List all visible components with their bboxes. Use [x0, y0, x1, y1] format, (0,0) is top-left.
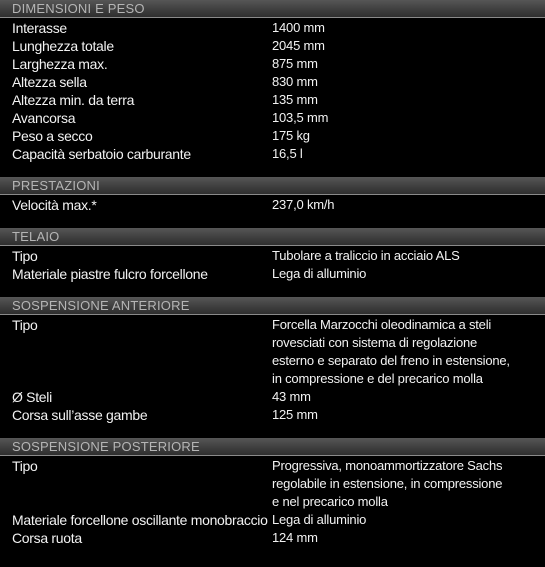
spec-value-line: 124 mm	[272, 530, 318, 545]
spec-value	[272, 247, 532, 265]
spec-rows	[0, 246, 545, 283]
spec-value-line: 1400 mm	[272, 20, 325, 35]
spec-row	[0, 247, 545, 265]
section-header: SOSPENSIONE POSTERIORE	[0, 438, 545, 456]
spec-value-line: 2045 mm	[272, 38, 325, 53]
spec-row	[0, 91, 545, 109]
spec-value-line: esterno e separato del freno in estensione,	[272, 353, 510, 368]
spec-value-line: 135 mm	[272, 92, 318, 107]
section-spacer	[0, 283, 545, 297]
spec-value-line: regolabile in estensione, in compressione	[272, 476, 503, 491]
spec-row	[0, 388, 545, 406]
spec-label: Capacità serbatoio carburante	[12, 146, 191, 162]
spec-value	[272, 19, 532, 37]
spec-label: Altezza sella	[12, 74, 87, 90]
spec-value-line: Tubolare a traliccio in acciaio ALS	[272, 248, 460, 263]
spec-row	[0, 109, 545, 127]
spec-value	[272, 388, 532, 406]
spec-rows	[0, 18, 545, 163]
spec-value-line: e nel precarico molla	[272, 494, 388, 509]
spec-label: Tipo	[12, 458, 38, 474]
spec-label: Materiale piastre fulcro forcellone	[12, 266, 208, 282]
spec-label: Avancorsa	[12, 110, 76, 126]
spec-label: Ø Steli	[12, 389, 52, 405]
spec-value	[272, 457, 532, 511]
section-header: DIMENSIONI E PESO	[0, 0, 545, 18]
spec-value-line: Progressiva, monoammortizzatore Sachs	[272, 458, 503, 473]
spec-value	[272, 406, 532, 424]
spec-value-line: 125 mm	[272, 407, 318, 422]
section-telaio	[0, 228, 545, 283]
section-dimensioni-e-peso	[0, 0, 545, 163]
spec-row	[0, 55, 545, 73]
spec-row	[0, 457, 545, 511]
spec-value	[272, 37, 532, 55]
spec-value	[272, 127, 532, 145]
spec-value-line: Lega di alluminio	[272, 266, 367, 281]
spec-value-line: 16,5 l	[272, 146, 303, 161]
section-header: SOSPENSIONE ANTERIORE	[0, 297, 545, 315]
spec-value	[272, 265, 532, 283]
spec-label: Tipo	[12, 248, 38, 264]
spec-label: Tipo	[12, 317, 38, 333]
spec-value-line: 875 mm	[272, 56, 318, 71]
section-prestazioni	[0, 177, 545, 214]
spec-value	[272, 55, 532, 73]
spec-rows	[0, 195, 545, 214]
spec-row	[0, 19, 545, 37]
spec-label: Velocità max.*	[12, 197, 97, 213]
spec-label: Larghezza max.	[12, 56, 108, 72]
section-sospensione-anteriore	[0, 297, 545, 424]
section-header: TELAIO	[0, 228, 545, 246]
spec-row	[0, 73, 545, 91]
spec-value	[272, 73, 532, 91]
spec-value	[272, 145, 532, 163]
spec-value-line: 43 mm	[272, 389, 311, 404]
spec-value-line: rovesciati con sistema di regolazione	[272, 335, 478, 350]
spec-rows	[0, 315, 545, 424]
spec-label: Corsa ruota	[12, 530, 82, 546]
spec-value	[272, 529, 532, 547]
spec-row	[0, 265, 545, 283]
spec-row	[0, 145, 545, 163]
spec-value-line: 103,5 mm	[272, 110, 329, 125]
spec-row	[0, 196, 545, 214]
spec-row	[0, 127, 545, 145]
spec-value	[272, 109, 532, 127]
section-spacer	[0, 214, 545, 228]
spec-value-line: 237,0 km/h	[272, 197, 335, 212]
spec-row	[0, 529, 545, 547]
section-spacer	[0, 424, 545, 438]
spec-label: Altezza min. da terra	[12, 92, 135, 108]
spec-label: Lunghezza totale	[12, 38, 114, 54]
spec-label: Peso a secco	[12, 128, 93, 144]
spec-value	[272, 511, 532, 529]
spec-value	[272, 196, 532, 214]
spec-value-line: Forcella Marzocchi oleodinamica a steli	[272, 317, 492, 332]
spec-row	[0, 511, 545, 529]
spec-value-line: 830 mm	[272, 74, 318, 89]
spec-label: Materiale forcellone oscillante monobraccio	[12, 512, 268, 528]
section-spacer	[0, 163, 545, 177]
spec-value	[272, 91, 532, 109]
spec-value-line: Lega di alluminio	[272, 512, 367, 527]
spec-label: Corsa sull’asse gambe	[12, 407, 148, 423]
spec-value-line: in compressione e del precarico molla	[272, 371, 483, 386]
section-sospensione-posteriore	[0, 438, 545, 547]
spec-row	[0, 406, 545, 424]
spec-row	[0, 37, 545, 55]
spec-value-line: 175 kg	[272, 128, 310, 143]
spec-value	[272, 316, 532, 388]
spec-row	[0, 316, 545, 388]
spec-rows	[0, 456, 545, 547]
spec-label: Interasse	[12, 20, 67, 36]
section-header: PRESTAZIONI	[0, 177, 545, 195]
